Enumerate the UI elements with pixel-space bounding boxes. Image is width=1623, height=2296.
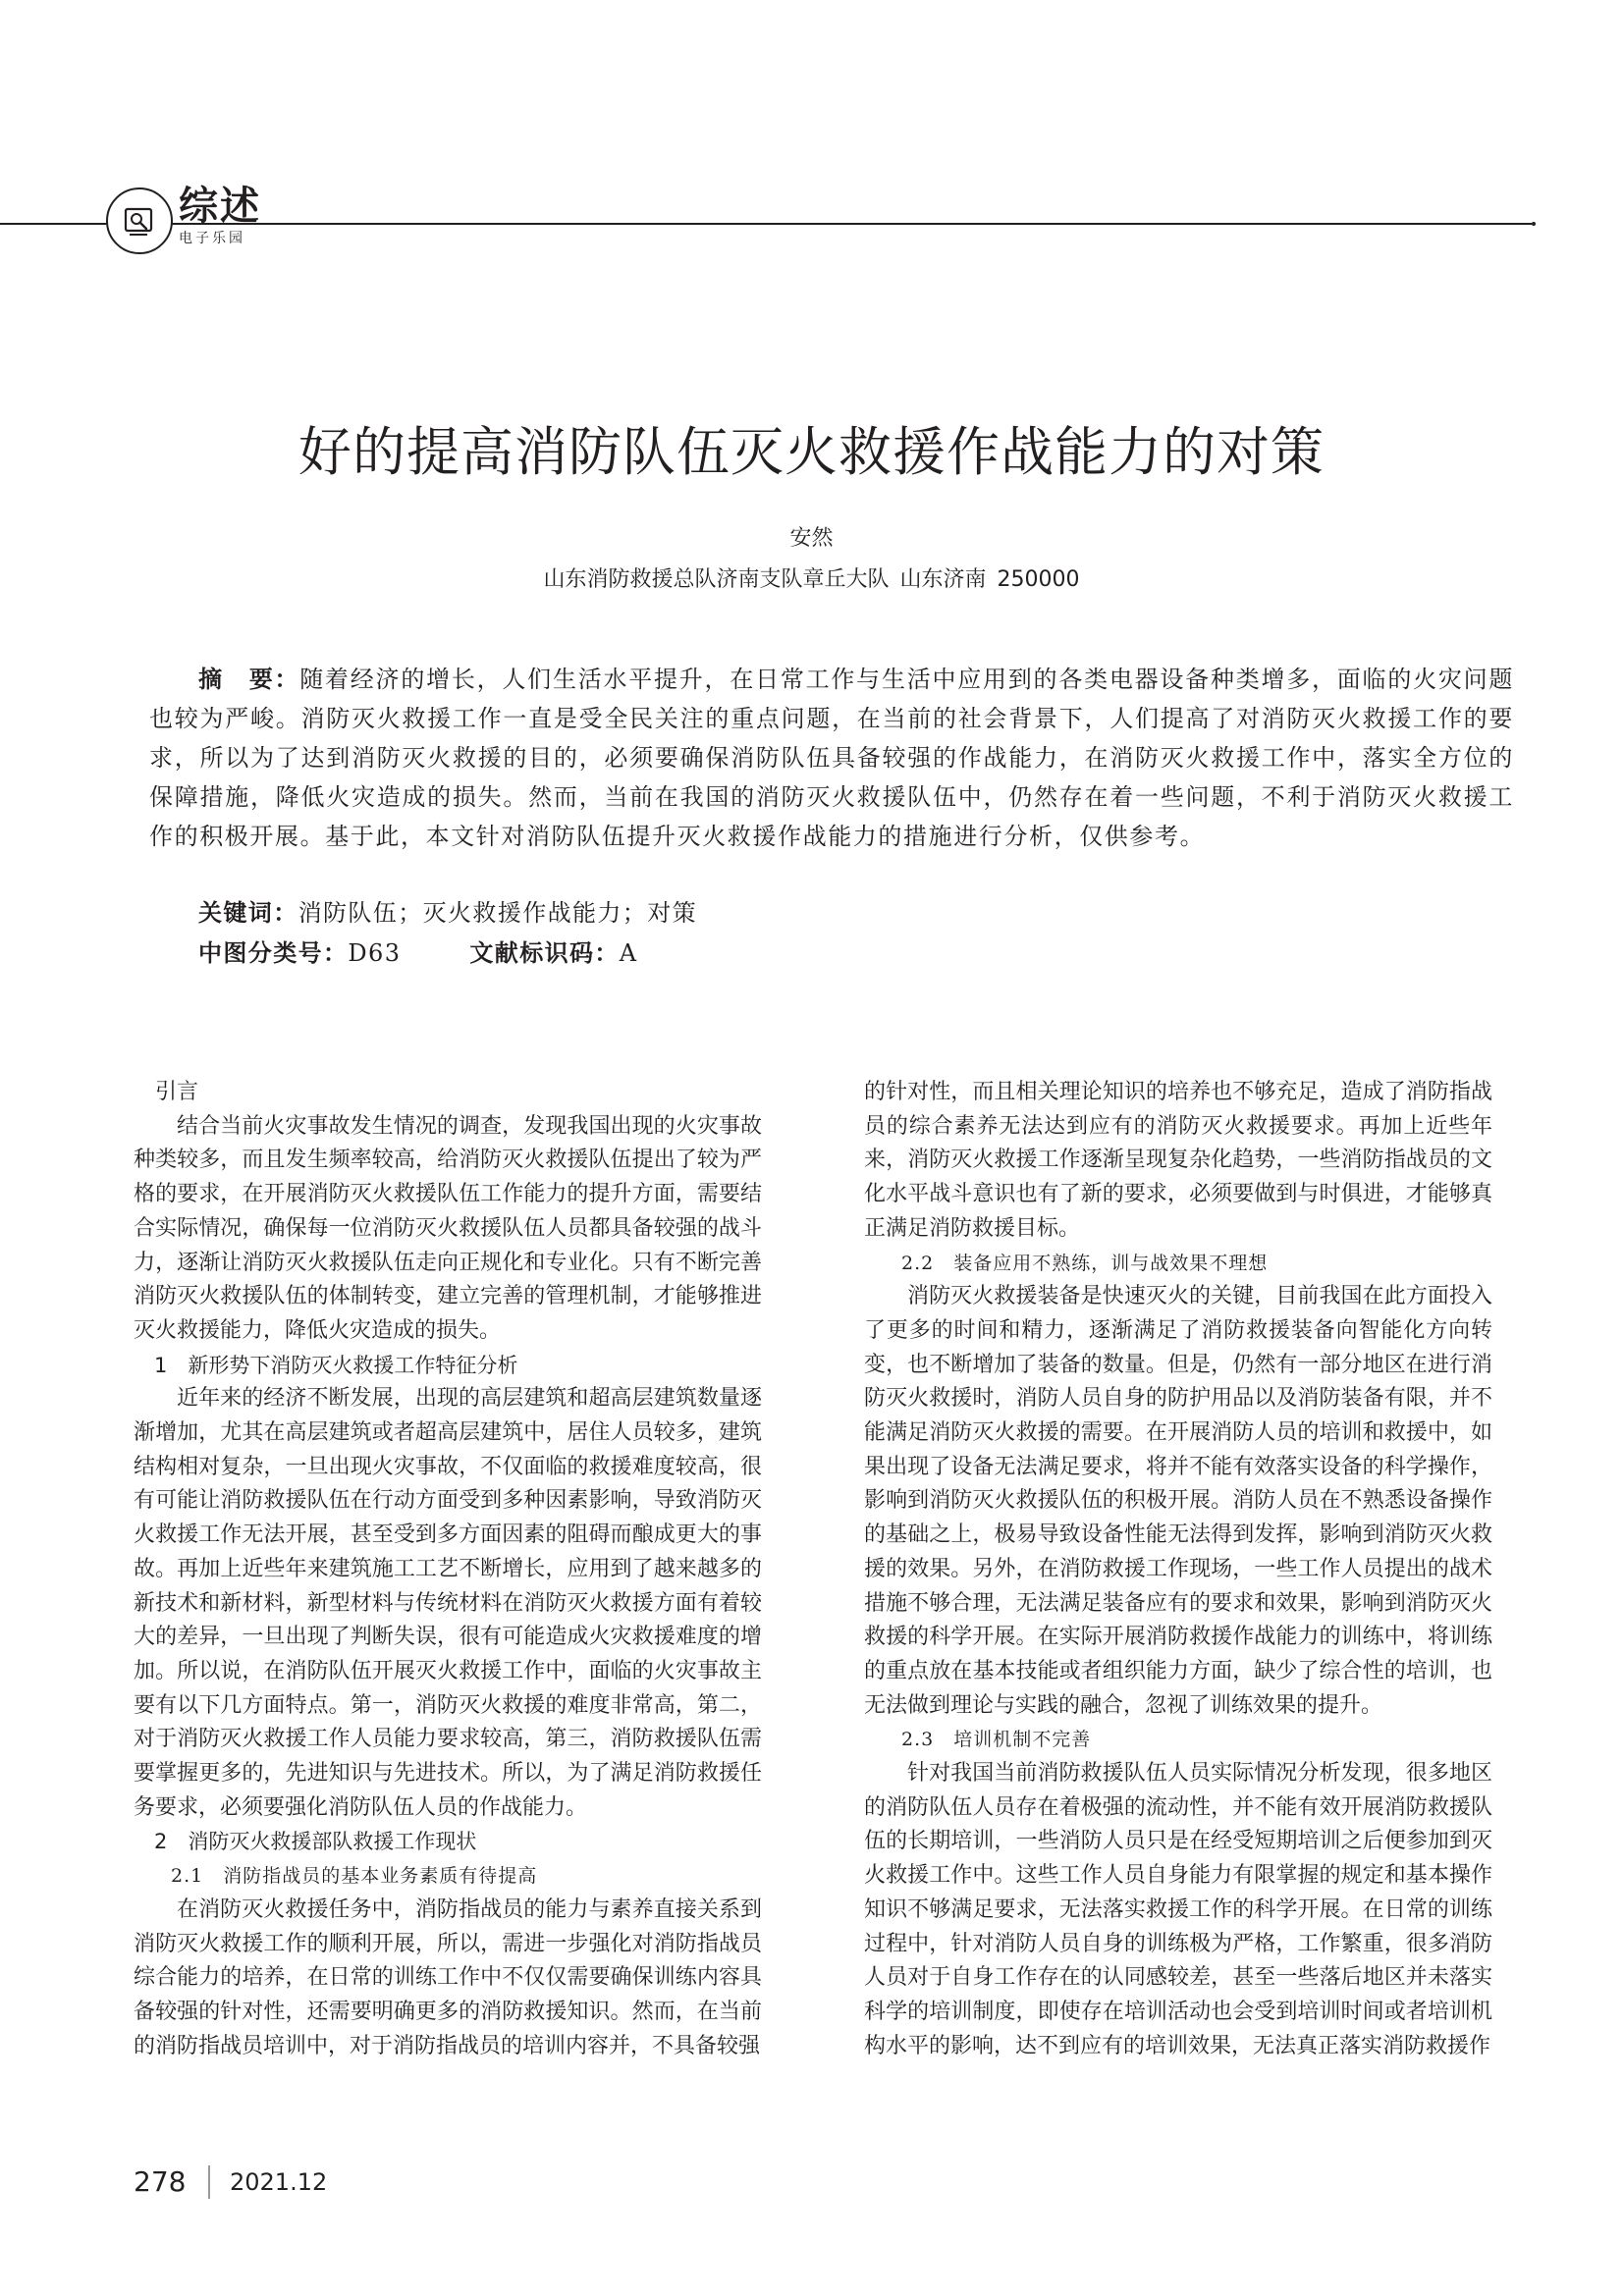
section-2-1-heading: 2.1 消防指战员的基本业务素质有待提高 xyxy=(171,1865,538,1888)
section-name: 综述 xyxy=(179,184,261,229)
intro-paragraph: 结合当前火灾事故发生情况的调查，发现我国出现的火灾事故种类较多，而且发生频率较高，给消防灭火救援队伍提出了较为严格的要求，在开展消防灭火救援队伍工作能力的提升方面，需要结合实际情况，确保每一位消防灭火救援队伍人员都具备较强的战斗力，逐渐让消防灭火救援队伍走向正规化和专业化。只有不断完善消防灭火救援队伍的体制转变，建立完善的管理机制，才能够推进灭火救援能力，降低火灾造成的损失。 xyxy=(134,1113,762,1343)
doc-code-label: 文献标识码： xyxy=(469,939,620,967)
keywords-label: 关键词： xyxy=(198,899,298,927)
issue-date: 2021.12 xyxy=(230,2168,328,2196)
abstract-label: 摘 要： xyxy=(198,666,300,693)
keywords-line xyxy=(198,893,697,933)
intro-heading: 引言 xyxy=(155,1080,199,1104)
body-column-right xyxy=(864,1076,1492,2063)
section-1-heading: 1 新形势下消防灭火救援工作特征分析 xyxy=(154,1353,518,1377)
journal-logo-icon xyxy=(106,187,173,254)
section-2-3-heading: 2.3 培训机制不完善 xyxy=(901,1729,1092,1751)
abstract xyxy=(149,660,1514,856)
section-2-1-paragraph-continued: 的针对性，而且相关理论知识的培养也不够充足，造成了消防指战员的综合素养无法达到应有的消防灭火救援要求。再加上近些年来，消防灭火救援工作逐渐呈现复杂化趋势，一些消防指战员的文化水平战斗意识也有了新的要求，必须要做到与时俱进，才能够真正满足消防救援目标。 xyxy=(864,1080,1492,1241)
section-2-3-paragraph: 针对我国当前消防救援队伍人员实际情况分析发现，很多地区的消防队伍人员存在着极强的流动性，并不能有效开展消防救援队伍的长期培训，一些消防人员只是在经受短期培训之后便参加到灭火救援工作中。这些工作人员自身能力有限掌握的规定和基本操作知识不够满足要求，无法落实救援工作的科学开展。在日常的训练过程中，针对消防人员自身的训练极为严格，工作繁重，很多消防人员对于自身工作存在的认同感较差，甚至一些落后地区并未落实科学的培训制度，即使存在培训活动也会受到培训时间或者培训机构水平的影响，达不到应有的培训效果，无法真正落实消防救援作 xyxy=(864,1761,1492,2058)
article-author: 安然 xyxy=(789,526,834,551)
keywords-text: 消防队伍；灭火救援作战能力；对策 xyxy=(298,899,698,927)
footer-separator xyxy=(208,2165,210,2199)
section-2-2-paragraph: 消防灭火救援装备是快速灭火的关键，目前我国在此方面投入了更多的时间和精力，逐渐满足了消防救援装备向智能化方向转变，也不断增加了装备的数量。但是，仍然有一部分地区在进行消防灭火救援时，消防人员自身的防护用品以及消防装备有限，并不能满足消防灭火救援的需要。在开展消防人员的培训和救援中，如果出现了设备无法满足要求，将并不能有效落实设备的科学操作，影响到消防灭火救援队伍的积极开展。消防人员在不熟悉设备操作的基础之上，极易导致设备性能无法得到发挥，影响到消防灭火救援的效果。另外，在消防救援工作现场，一些工作人员提出的战术措施不够合理，无法满足装备应有的要求和效果，影响到消防灭火救援的科学开展。在实际开展消防救援作战能力的训练中，将训练的重点放在基本技能或者组织能力方面，缺少了综合性的培训，也无法做到理论与实践的融合，忽视了训练效果的提升。 xyxy=(864,1284,1492,1718)
journal-name: 电子乐园 xyxy=(179,231,245,246)
page-number: 278 xyxy=(134,2165,187,2198)
header-rule-end-dot xyxy=(1532,222,1536,226)
clc-label: 中图分类号： xyxy=(198,939,349,967)
section-2-heading: 2 消防灭火救援部队救援工作现状 xyxy=(154,1830,477,1854)
clc-value: D63 xyxy=(348,939,402,967)
author-affiliation: 山东消防救援总队济南支队章丘大队 山东济南 250000 xyxy=(543,567,1080,592)
body-column-left xyxy=(134,1076,762,2063)
doc-code-value: A xyxy=(619,939,638,967)
section-1-paragraph: 近年来的经济不断发展，出现的高层建筑和超高层建筑数量逐渐增加，尤其在高层建筑或者超高层建筑中，居住人员较多，建筑结构相对复杂，一旦出现火灾事故，不仅面临的救援难度较高，很有可能让消防救援队伍在行动方面受到多种因素影响，导致消防灭火救援工作无法开展，甚至受到多方面因素的阻碍而酿成更大的事故。再加上近些年来建筑施工工艺不断增长，应用到了越来越多的新技术和新材料，新型材料与传统材料在消防灭火救援方面有着较大的差异，一旦出现了判断失误，很有可能造成火灾救援难度的增加。所以说，在消防队伍开展灭火救援工作中，面临的火灾事故主要有以下几方面特点。第一，消防灭火救援的难度非常高，第二，对于消防灭火救援工作人员能力要求较高，第三，消防救援队伍需要掌握更多的，先进知识与先进技术。所以，为了满足消防救援任务要求，必须要强化消防队伍人员的作战能力。 xyxy=(134,1386,762,1820)
classification-line xyxy=(198,934,638,973)
abstract-text: 随着经济的增长，人们生活水平提升，在日常工作与生活中应用到的各类电器设备种类增多，面临的火灾问题也较为严峻。消防灭火救援工作一直是受全民关注的重点问题，在当前的社会背景下，人们提高了对消防灭火救援工作的要求，所以为了达到消防灭火救援的目的，必须要确保消防队伍具备较强的作战能力，在消防灭火救援工作中，落实全方位的保障措施，降低火灾造成的损失。然而，当前在我国的消防灭火救援队伍中，仍然存在着一些问题，不利于消防灭火救援工作的积极开展。基于此，本文针对消防队伍提升灭火救援作战能力的措施进行分析，仅供参考。 xyxy=(149,666,1514,850)
section-2-2-heading: 2.2 装备应用不熟练，训与战效果不理想 xyxy=(901,1252,1269,1274)
article-title: 好的提高消防队伍灭火救援作战能力的对策 xyxy=(298,421,1325,483)
section-2-1-paragraph: 在消防灭火救援任务中，消防指战员的能力与素养直接关系到消防灭火救援工作的顺利开展，所以，需进一步强化对消防指战员综合能力的培养，在日常的训练工作中不仅仅需要确保训练内容具备较强的针对性，还需要明确更多的消防救援知识。然而，在当前的消防指战员培训中，对于消防指战员的培训内容并，不具备较强 xyxy=(134,1896,762,2058)
